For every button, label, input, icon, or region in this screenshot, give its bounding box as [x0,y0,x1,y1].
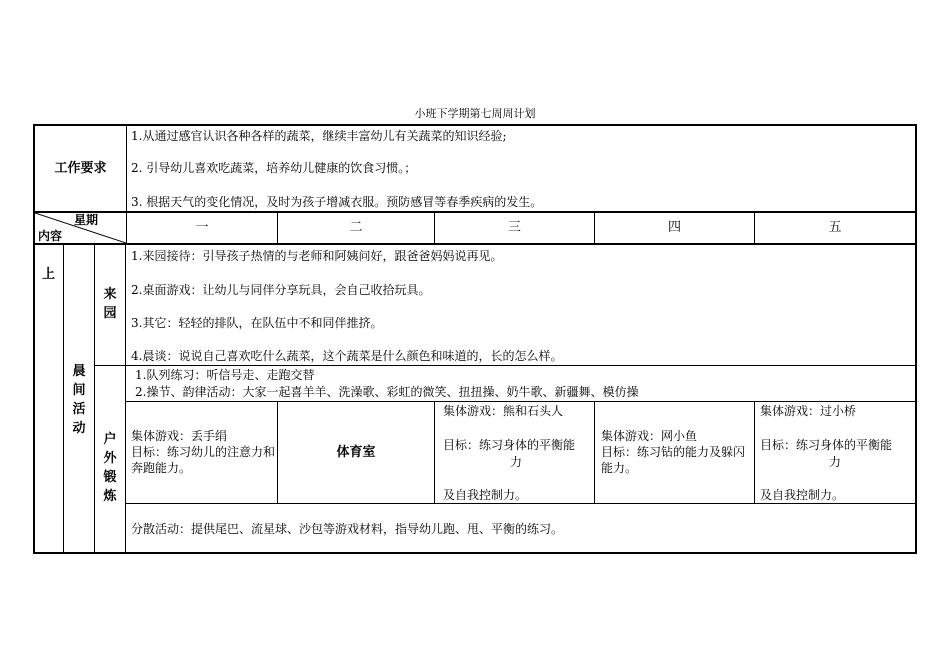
section-shang-label: 上 [42,267,56,282]
wed-goal-line3: 及自我控制力。 [443,488,528,502]
fri-goal-line3: 及自我控制力。 [760,488,845,502]
fri-game: 集体游戏：过小桥 [760,404,857,418]
fri-goal-line2: 力 [829,455,842,469]
day-wednesday: 三 [507,220,521,235]
tue-place: 体育室 [336,444,376,460]
arrival-item-1: 1.来园接待：引导孩子热情的与老师和阿姨问好，跟爸爸妈妈说再见。 [131,249,503,263]
thu-game: 集体游戏：网小鱼 [601,429,698,443]
day-friday: 五 [828,220,842,235]
day-monday: 一 [195,220,209,235]
day-tuesday: 二 [349,220,363,235]
document-title: 小班下学期第七周周计划 [414,107,536,120]
thu-goal: 目标：练习钻的能力及躲闪能力。 [601,445,746,475]
wed-game: 集体游戏：熊和石头人 [443,404,564,418]
requirement-item-1: 1.从通过感官认识各种各样的蔬菜，继续丰富幼儿有关蔬菜的知识经验; [131,129,507,143]
mon-game: 集体游戏：丢手绢 [131,429,228,443]
mon-goal: 目标：练习幼儿的注意力和奔跑能力。 [131,445,276,475]
wed-goal-line2: 力 [510,455,523,469]
content-label: 内容 [38,229,63,243]
morning-activity-label: 晨 间 活 动 [72,364,86,436]
requirement-item-3: 3. 根据天气的变化情况，及时为孩子增减衣服。预防感冒等春季疾病的发生。 [131,195,543,209]
weekday-label: 星期 [74,213,99,227]
day-thursday: 四 [667,220,681,235]
fri-goal-line1: 目标：练习身体的平衡能 [760,438,893,452]
arrival-item-3: 3.其它：轻轻的排队，在队伍中不和同伴推挤。 [131,316,383,330]
arrival-label: 来 园 [103,287,117,321]
requirement-item-2: 2. 引导幼儿喜欢吃蔬菜，培养幼儿健康的饮食习惯。； [131,161,417,175]
scattered-activity: 分散活动：提供尾巴、流星球、沙包等游戏材料，指导幼儿跑、甩、平衡的练习。 [131,522,564,536]
wed-goal-line1: 目标：练习身体的平衡能 [443,438,576,452]
outdoor-exercise-label: 户 外 锻 炼 [103,432,117,504]
work-requirements-label: 工作要求 [54,160,107,176]
arrival-item-4: 4.晨谈：说说自己喜欢吃什么蔬菜，这个蔬菜是什么颜色和味道的，长的怎么样。 [131,349,563,363]
outdoor-common-2: 2.操节、韵律活动：大家一起喜羊羊、洗澡歌、彩虹的微笑、扭扭操、奶牛歌、新疆舞、模仿操 [135,385,639,399]
arrival-item-2: 2.桌面游戏：让幼儿与同伴分享玩具，会自己收拾玩具。 [131,283,431,297]
outdoor-common-1: 1.队列练习：听信号走、走跑交替 [135,368,315,382]
